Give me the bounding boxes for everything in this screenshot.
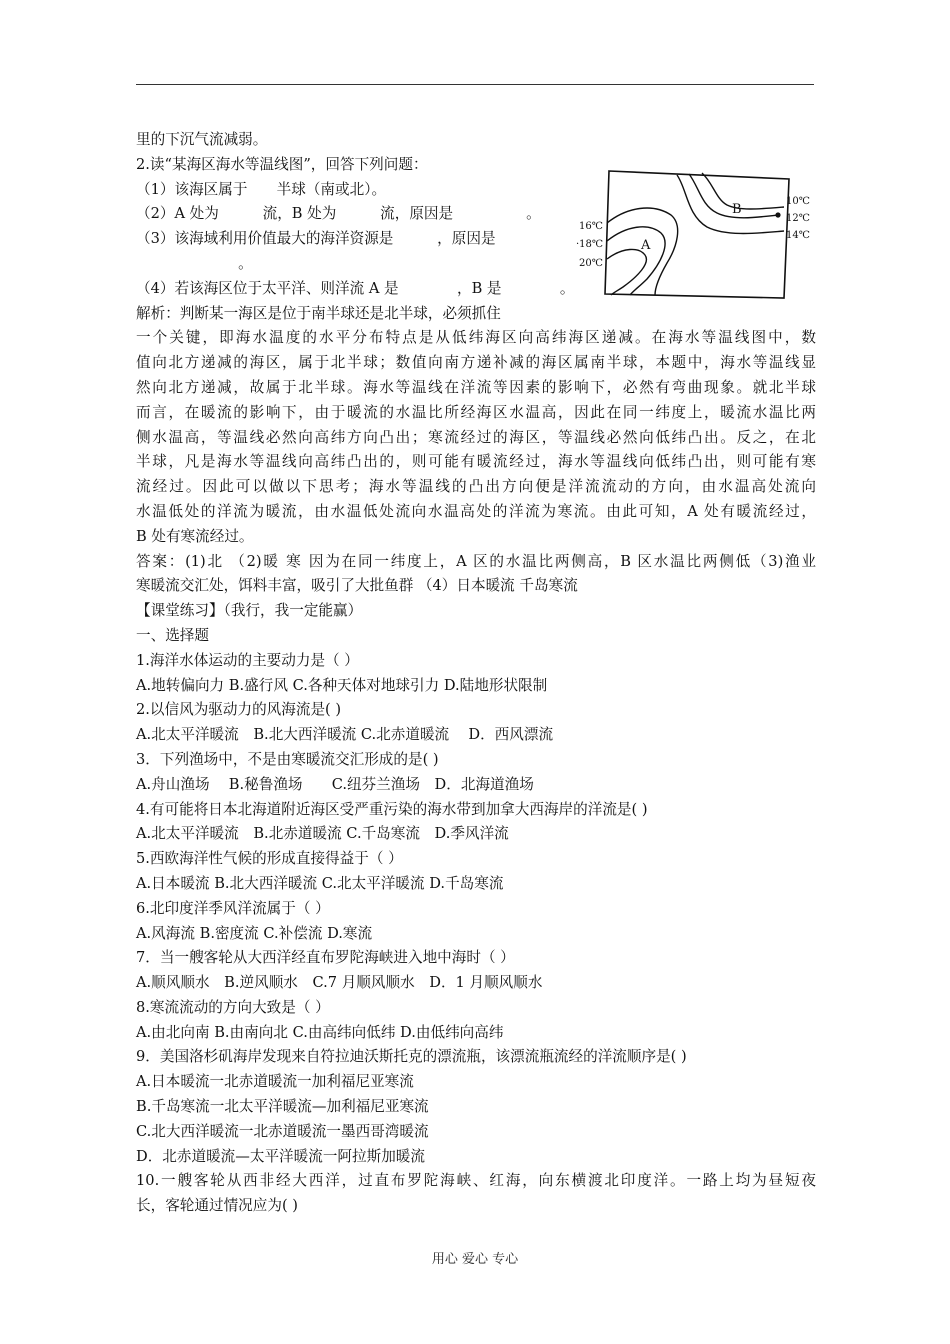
section-heading: 【课堂练习】（我行，我一定能赢） [136, 602, 363, 620]
analysis-line: 水温低处的洋流为暖流，由水温低处流向水温高处的洋流为寒流。由此可知，A 处有暖流经过， [136, 502, 816, 520]
question-2-part-2: （2）A 处为 流，B 处为 流，原因是 。 [136, 205, 541, 223]
options-line: A.由北向南 B.由南向北 C.由高纬向低纬 D.由低纬向高纬 [136, 1023, 504, 1041]
question-2-title: 2.读“某海区海水等温线图”，回答下列问题： [136, 155, 428, 173]
question-2-part-1: （1）该海区属于 半球（南或北）。 [136, 180, 387, 198]
label-12c: 12℃ [786, 213, 810, 224]
question-line: 9．美国洛杉矶海岸发现来自符拉迪沃斯托克的漂流瓶，该漂流瓶流经的洋流顺序是( ) [136, 1048, 687, 1066]
analysis-line: 然向北方递减，故属于北半球。海水等温线在洋流等因素的影响下，必然有弯曲现象。就北半球 [136, 378, 816, 396]
section-subheading: 一、选择题 [136, 626, 209, 644]
isotherm-map-figure [575, 167, 810, 300]
analysis-line: 解析：判断某一海区是位于南半球还是北半球，必须抓住 [136, 304, 501, 322]
analysis-line: B 处有寒流经过。 [136, 527, 254, 545]
options-line: A.风海流 B.密度流 C.补偿流 D.寒流 [136, 924, 373, 942]
question-line: 5.西欧海洋性气候的形成直接得益于（ ） [136, 850, 403, 868]
question-2-part-3-cont: 。 [136, 254, 253, 272]
label-current-a: A [641, 238, 651, 253]
text-line: 里的下沉气流减弱。 [136, 131, 268, 148]
options-line: A.北太平洋暖流 B.北大西洋暖流 C.北赤道暖流 D．西风漂流 [136, 726, 554, 744]
question-2-part-3: （3）该海域利用价值最大的海洋资源是 ，原因是 [136, 230, 496, 248]
question-line: 长，客轮通过情况应为( ) [136, 1197, 298, 1215]
question-line: 10.一艘客轮从西非经大西洋，过直布罗陀海峡、红海，向东横渡北印度洋。一路上均为昼短夜 [136, 1172, 816, 1190]
analysis-line: 一个关键，即海水温度的水平分布特点是从低纬海区向高纬海区递减。在海水等温线图中，数 [136, 329, 816, 347]
question-line: 7．当一艘客轮从大西洋经直布罗陀海峡进入地中海时（ ） [136, 949, 515, 967]
label-current-b: B [732, 202, 742, 217]
label-14c: 14℃ [786, 230, 810, 241]
question-line: 4.有可能将日本北海道附近海区受严重污染的海水带到加拿大西海岸的洋流是( ) [136, 800, 648, 818]
options-line: A.日本暖流一北赤道暖流一加利福尼亚寒流 [136, 1073, 414, 1091]
question-2-part-4: （4）若该海区位于太平洋、则洋流 A 是 ，B 是 。 [136, 279, 575, 297]
answer-line: 答案：(1)北 （2)暖 寒 因为在同一纬度上，A 区的水温比两侧高，B 区水温比两侧低（3)渔业 [136, 552, 816, 570]
analysis-line: 流经过。因此可以做以下思考；海水等温线的凸出方向便是洋流流动的方向，由水温高处流向 [136, 478, 816, 496]
isotherm-14 [677, 175, 784, 234]
label-16c: 16℃ [579, 221, 603, 232]
question-line: 1.海洋水体运动的主要动力是（ ） [136, 651, 359, 669]
analysis-line: 而言，在暖流的影响下，由于暖流的水温比所经海区水温高，因此在同一纬度上，暖流水温比两 [136, 403, 816, 421]
question-line: 8.寒流流动的方向大致是（ ） [136, 998, 330, 1016]
isotherm-20 [607, 249, 646, 295]
options-line: A.日本暖流 B.北大西洋暖流 C.北太平洋暖流 D.千岛寒流 [136, 874, 504, 892]
header-rule [136, 84, 814, 85]
label-20c: 20℃ [579, 258, 603, 269]
analysis-line: 侧水温高，等温线必然向高纬方向凸出；寒流经过的海区，等温线必然向低纬凸出。反之，在北 [136, 428, 816, 446]
answer-line: 寒暖流交汇处，饵料丰富，吸引了大批鱼群 （4）日本暖流 千岛寒流 [136, 577, 578, 595]
analysis-line: 值向北方递减的海区，属于北半球；数值向南方递补减的海区属南半球，本题中，海水等温线显 [136, 354, 816, 372]
options-line: A.顺风顺水 B.逆风顺水 C.7 月顺风顺水 D．1 月顺风顺水 [136, 974, 543, 992]
options-line: D．北赤道暖流—太平洋暖流一阿拉斯加暖流 [136, 1147, 425, 1165]
options-line: A.北太平洋暖流 B.北赤道暖流 C.千岛寒流 D.季风洋流 [136, 825, 509, 843]
question-line: 2.以信风为驱动力的风海流是( ) [136, 701, 342, 719]
options-line: B.千岛寒流一北太平洋暖流—加利福尼亚寒流 [136, 1098, 429, 1116]
marker-dot [775, 212, 780, 217]
options-line: A.舟山渔场 B.秘鲁渔场 C.纽芬兰渔场 D．北海道渔场 [136, 775, 534, 793]
page-footer: 用心 爱心 专心 [431, 1252, 519, 1267]
question-line: 3．下列渔场中，不是由寒暖流交汇形成的是( ) [136, 750, 439, 768]
label-10c: 10℃ [786, 196, 810, 207]
question-line: 6.北印度洋季风洋流属于（ ） [136, 899, 330, 917]
isotherm-map-svg [575, 167, 810, 300]
label-18c: ·18℃ [576, 239, 604, 250]
options-line: A.地转偏向力 B.盛行风 C.各种天体对地球引力 D.陆地形状限制 [136, 676, 548, 694]
analysis-line: 半球，凡是海水等温线向高纬凸出的，则可能有暖流经过，海水等温线向低纬凸出，则可能有寒 [136, 453, 816, 471]
options-line: C.北大西洋暖流一北赤道暖流一墨西哥湾暖流 [136, 1122, 429, 1140]
